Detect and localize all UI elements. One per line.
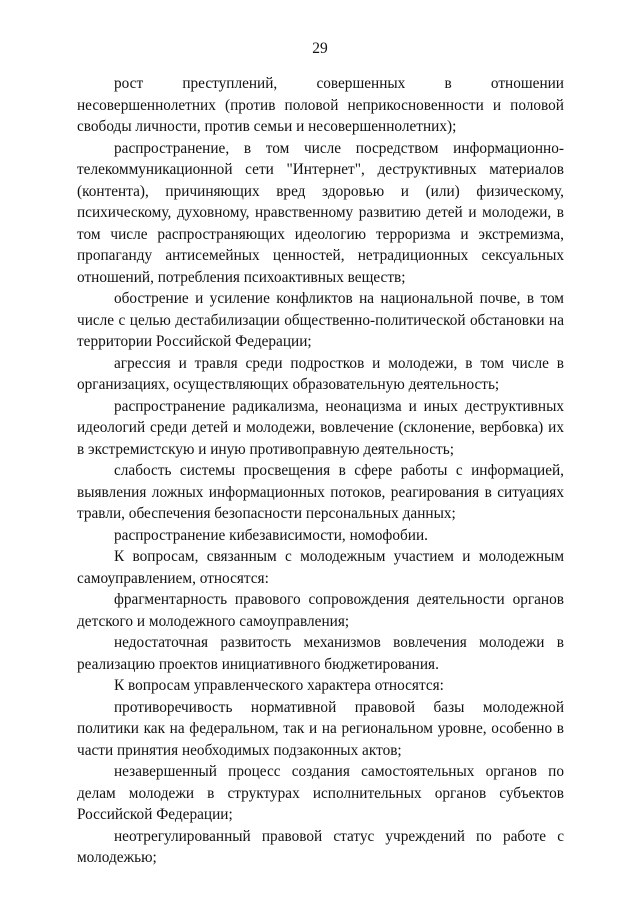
paragraph: противоречивость нормативной правовой базы молодежной политики как на федеральном, так и на региональном уровне, особенно в части принятия необходимых подзаконных актов;: [77, 698, 564, 759]
paragraph: неотрегулированный правовой статус учреждений по работе с молодежью;: [77, 827, 564, 866]
paragraph: К вопросам, связанным с молодежным участием и молодежным самоуправлением, относятся:: [77, 548, 564, 587]
paragraph: К вопросам управленческого характера относятся:: [114, 677, 444, 694]
paragraph: слабость системы просвещения в сфере работы с информацией, выявления ложных информационных потоков, реагирования в ситуациях травли, обеспечения безопасности персональных данных;: [77, 462, 564, 522]
paragraph: распространение кибезависимости, номофобии.: [114, 526, 428, 544]
paragraph: распространение, в том числе посредством информационно-телекоммуникационной сети "Интернет", деструктивных материалов (контента), причиняющих вред здоровью и (или) физическому, психическому, духовному, нравственному развитию детей и молодежи, в том числе распространяющих идеологию терроризма и экстремизма, пропаганду антисемейных ценностей, нетрадиционных сексуальных отношений, потребления психоактивных веществ;: [77, 139, 564, 286]
paragraph: фрагментарность правового сопровождения деятельности органов детского и молодежного самоуправления;: [77, 591, 564, 630]
paragraph: рост преступлений, совершенных в отношении несовершеннолетних (против половой неприкосновенности и половой свободы личности, против семьи и несовершеннолетних);: [77, 75, 564, 135]
body-text: [77, 73, 564, 869]
paragraph: недостаточная развитость механизмов вовлечения молодежи в реализацию проектов инициативного бюджетирования.: [77, 634, 564, 673]
paragraph: незавершенный процесс создания самостоятельных органов по делам молодежи в структурах исполнительных органов субъектов Российской Федерации;: [77, 763, 564, 823]
paragraph: агрессия и травля среди подростков и молодежи, в том числе в организациях, осуществляющих образовательную деятельность;: [77, 354, 564, 393]
page-number: 29: [312, 40, 328, 57]
paragraph: обострение и усиление конфликтов на национальной почве, в том числе с целью дестабилизации общественно-политической обстановки на территории Российской Федерации;: [77, 290, 564, 350]
paragraph: распространение радикализма, неонацизма и иных деструктивных идеологий среди детей и молодежи, вовлечение (склонение, вербовка) их в экстремистскую и иную противоправную деятельность;: [77, 397, 564, 458]
